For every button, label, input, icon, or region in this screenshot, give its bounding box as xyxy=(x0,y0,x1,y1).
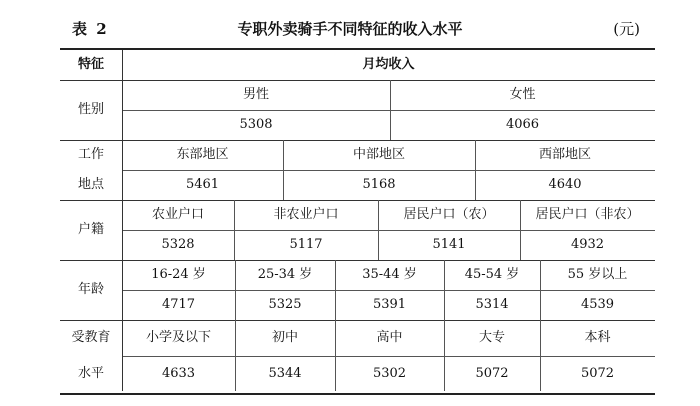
table-number: 表 2 xyxy=(72,20,109,38)
subrow-divider xyxy=(122,290,655,291)
value-cell: 5308 xyxy=(239,117,273,133)
table-caption xyxy=(60,14,640,40)
category-cell: 16-24 岁 xyxy=(151,267,206,283)
value-cell: 5072 xyxy=(475,365,509,381)
value-cell: 5302 xyxy=(372,365,407,381)
category-cell: 男性 xyxy=(242,87,269,103)
row-divider xyxy=(60,320,655,321)
group-label-location-line2: 地点 xyxy=(77,177,104,193)
column-divider xyxy=(235,260,236,391)
column-divider xyxy=(390,80,391,140)
category-cell: 小学及以下 xyxy=(145,330,211,346)
column-divider xyxy=(378,200,379,260)
group-label-education-line1: 受教育 xyxy=(71,330,111,346)
value-cell: 5314 xyxy=(475,297,509,313)
income-table xyxy=(60,48,655,395)
table-unit: (元) xyxy=(613,20,640,38)
category-cell: 东部地区 xyxy=(176,147,229,163)
category-cell: 农业户口 xyxy=(151,207,204,223)
category-cell: 中部地区 xyxy=(352,147,405,163)
category-cell: 居民户口（农） xyxy=(403,207,495,223)
header-monthly-income: 月均收入 xyxy=(362,57,415,73)
category-cell: 女性 xyxy=(509,87,536,103)
category-cell: 本科 xyxy=(584,330,611,346)
column-divider xyxy=(540,260,541,391)
category-cell: 35-44 岁 xyxy=(362,267,417,283)
value-cell: 5325 xyxy=(268,297,302,313)
value-cell: 5391 xyxy=(372,297,407,313)
subrow-divider xyxy=(122,356,655,357)
column-divider xyxy=(234,200,235,260)
column-divider xyxy=(335,260,336,391)
value-cell: 4717 xyxy=(161,297,196,313)
category-cell: 非农业户口 xyxy=(273,207,339,223)
value-cell: 5344 xyxy=(268,365,302,381)
category-cell: 西部地区 xyxy=(538,147,591,163)
group-label-age: 年龄 xyxy=(77,282,104,298)
column-divider xyxy=(283,140,284,200)
value-cell: 4633 xyxy=(161,365,196,381)
header-feature: 特征 xyxy=(77,57,104,73)
value-cell: 4539 xyxy=(580,297,615,313)
value-cell: 4932 xyxy=(570,237,605,253)
column-divider xyxy=(444,260,445,391)
subrow-divider xyxy=(122,230,655,231)
column-divider xyxy=(122,50,123,391)
row-divider xyxy=(60,200,655,201)
category-cell: 居民户口（非农） xyxy=(535,207,640,223)
value-cell: 5168 xyxy=(362,177,396,193)
category-cell: 大专 xyxy=(478,330,505,346)
subrow-divider xyxy=(122,170,655,171)
group-label-education-line2: 水平 xyxy=(77,365,104,381)
value-cell: 4640 xyxy=(548,177,582,193)
value-cell: 5141 xyxy=(432,237,466,253)
table-title: 专职外卖骑手不同特征的收入水平 xyxy=(237,20,463,38)
group-label-hukou: 户籍 xyxy=(77,222,104,238)
value-cell: 4066 xyxy=(505,117,540,133)
category-cell: 55 岁以上 xyxy=(567,267,628,283)
category-cell: 45-54 岁 xyxy=(464,267,520,283)
row-divider xyxy=(60,140,655,141)
value-cell: 5117 xyxy=(289,237,323,253)
column-divider xyxy=(475,140,476,200)
value-cell: 5072 xyxy=(580,365,615,381)
group-label-location-line1: 工作 xyxy=(77,147,104,163)
category-cell: 高中 xyxy=(376,330,403,346)
column-divider xyxy=(520,200,521,260)
category-cell: 25-34 岁 xyxy=(257,267,313,283)
group-label-gender: 性别 xyxy=(77,102,104,118)
category-cell: 初中 xyxy=(271,330,298,346)
value-cell: 5461 xyxy=(185,177,220,193)
subrow-divider xyxy=(122,110,655,111)
row-divider xyxy=(60,260,655,261)
row-divider xyxy=(60,80,655,81)
value-cell: 5328 xyxy=(161,237,195,253)
